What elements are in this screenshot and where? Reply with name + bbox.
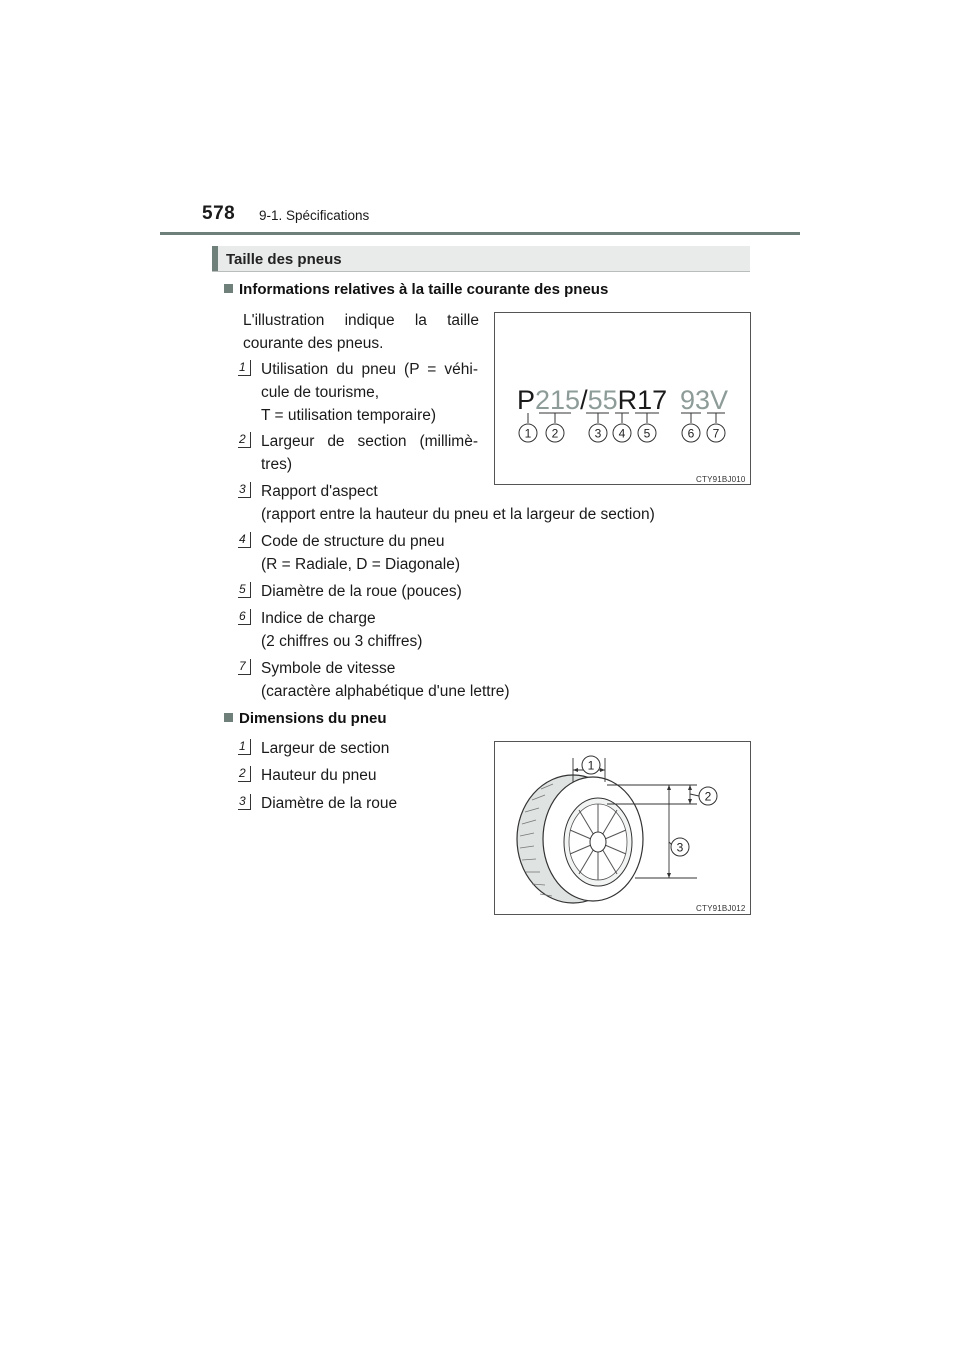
item-line: (2 chiffres ou 3 chiffres) — [261, 633, 423, 650]
sub-heading-text: Dimensions du pneu — [239, 710, 387, 727]
callout-label: 6 — [687, 426, 695, 441]
callout-circle — [699, 787, 717, 805]
callout-circle — [582, 756, 600, 774]
section-title-bar — [212, 246, 750, 272]
chapter-title: 9-1. Spécifications — [259, 208, 370, 223]
square-bullet-icon — [224, 284, 233, 293]
callout-circle — [546, 424, 564, 442]
size-part: P — [517, 385, 536, 415]
intro-line-1: L'illustration indique la taille — [243, 312, 479, 329]
size-part: R17 — [617, 385, 668, 415]
item-line: Rapport d'aspect — [261, 483, 378, 500]
sub-heading-tire-dimensions — [224, 710, 387, 727]
callout-circle — [638, 424, 656, 442]
item-line: Largeur de section — [261, 740, 390, 757]
item-number: 2 — [238, 766, 251, 782]
callout-label: 3 — [676, 840, 684, 855]
item-number: 3 — [238, 794, 251, 810]
callout-label: 1 — [587, 758, 595, 773]
tire-dimensions-figure — [494, 741, 751, 915]
item-number: 5 — [238, 582, 251, 598]
square-bullet-icon — [224, 713, 233, 722]
item-line: T = utilisation temporaire) — [261, 407, 437, 424]
item-line: Symbole de vitesse — [261, 660, 396, 677]
tire-size-code — [517, 385, 667, 415]
tire-size-figure — [494, 312, 751, 485]
callout-label: 7 — [712, 426, 720, 441]
callout-label: 2 — [551, 426, 559, 441]
sub-heading-text: Informations relatives à la taille courante des pneus — [239, 281, 609, 298]
callout-circle — [707, 424, 725, 442]
callout-circle — [682, 424, 700, 442]
callout-circle — [589, 424, 607, 442]
item-line: Hauteur du pneu — [261, 767, 377, 784]
item-line: Largeur de section (millimè- — [261, 433, 478, 450]
figure-code: CTY91BJ010 — [696, 475, 746, 484]
tire-icon — [517, 775, 643, 903]
item-line: Indice de charge — [261, 610, 376, 627]
section-accent — [212, 246, 218, 271]
item-number: 4 — [238, 532, 251, 548]
item-line: (R = Radiale, D = Diagonale) — [261, 556, 461, 573]
figure-code: CTY91BJ012 — [696, 904, 746, 913]
item-number: 2 — [238, 432, 251, 448]
item-number: 3 — [238, 482, 251, 498]
page-number: 578 — [202, 203, 236, 224]
tire-size-illustration — [495, 313, 750, 484]
callout-label: 3 — [594, 426, 602, 441]
size-part: 215 — [535, 385, 581, 415]
load-speed-code: 93V — [680, 385, 729, 415]
item-number: 1 — [238, 739, 251, 755]
size-part: 55 — [587, 385, 618, 415]
sub-heading-tire-size — [224, 281, 608, 298]
callout-label: 1 — [524, 426, 532, 441]
intro-line-2: courante des pneus. — [243, 335, 384, 352]
item-line: Diamètre de la roue (pouces) — [261, 583, 462, 600]
item-number: 6 — [238, 609, 251, 625]
item-line: Utilisation du pneu (P = véhi- — [261, 361, 478, 378]
item-number: 7 — [238, 659, 251, 675]
callout-circle — [671, 838, 689, 856]
item-line: (rapport entre la hauteur du pneu et la largeur de section) — [261, 506, 655, 523]
item-number: 1 — [238, 360, 251, 376]
callout-circle — [519, 424, 537, 442]
callout-label: 5 — [643, 426, 651, 441]
item-line: Diamètre de la roue — [261, 795, 398, 812]
header-rule — [160, 232, 800, 235]
section-title: Taille des pneus — [226, 251, 342, 268]
item-line: (caractère alphabétique d'une lettre) — [261, 683, 510, 700]
callout-circle — [613, 424, 631, 442]
tire-dimensions-illustration — [495, 742, 750, 914]
item-line: Code de structure du pneu — [261, 533, 445, 550]
item-line: tres) — [261, 456, 292, 473]
item-line: cule de tourisme, — [261, 384, 380, 401]
callout-label: 2 — [704, 789, 712, 804]
size-part: / — [580, 385, 588, 415]
callout-label: 4 — [618, 426, 626, 441]
